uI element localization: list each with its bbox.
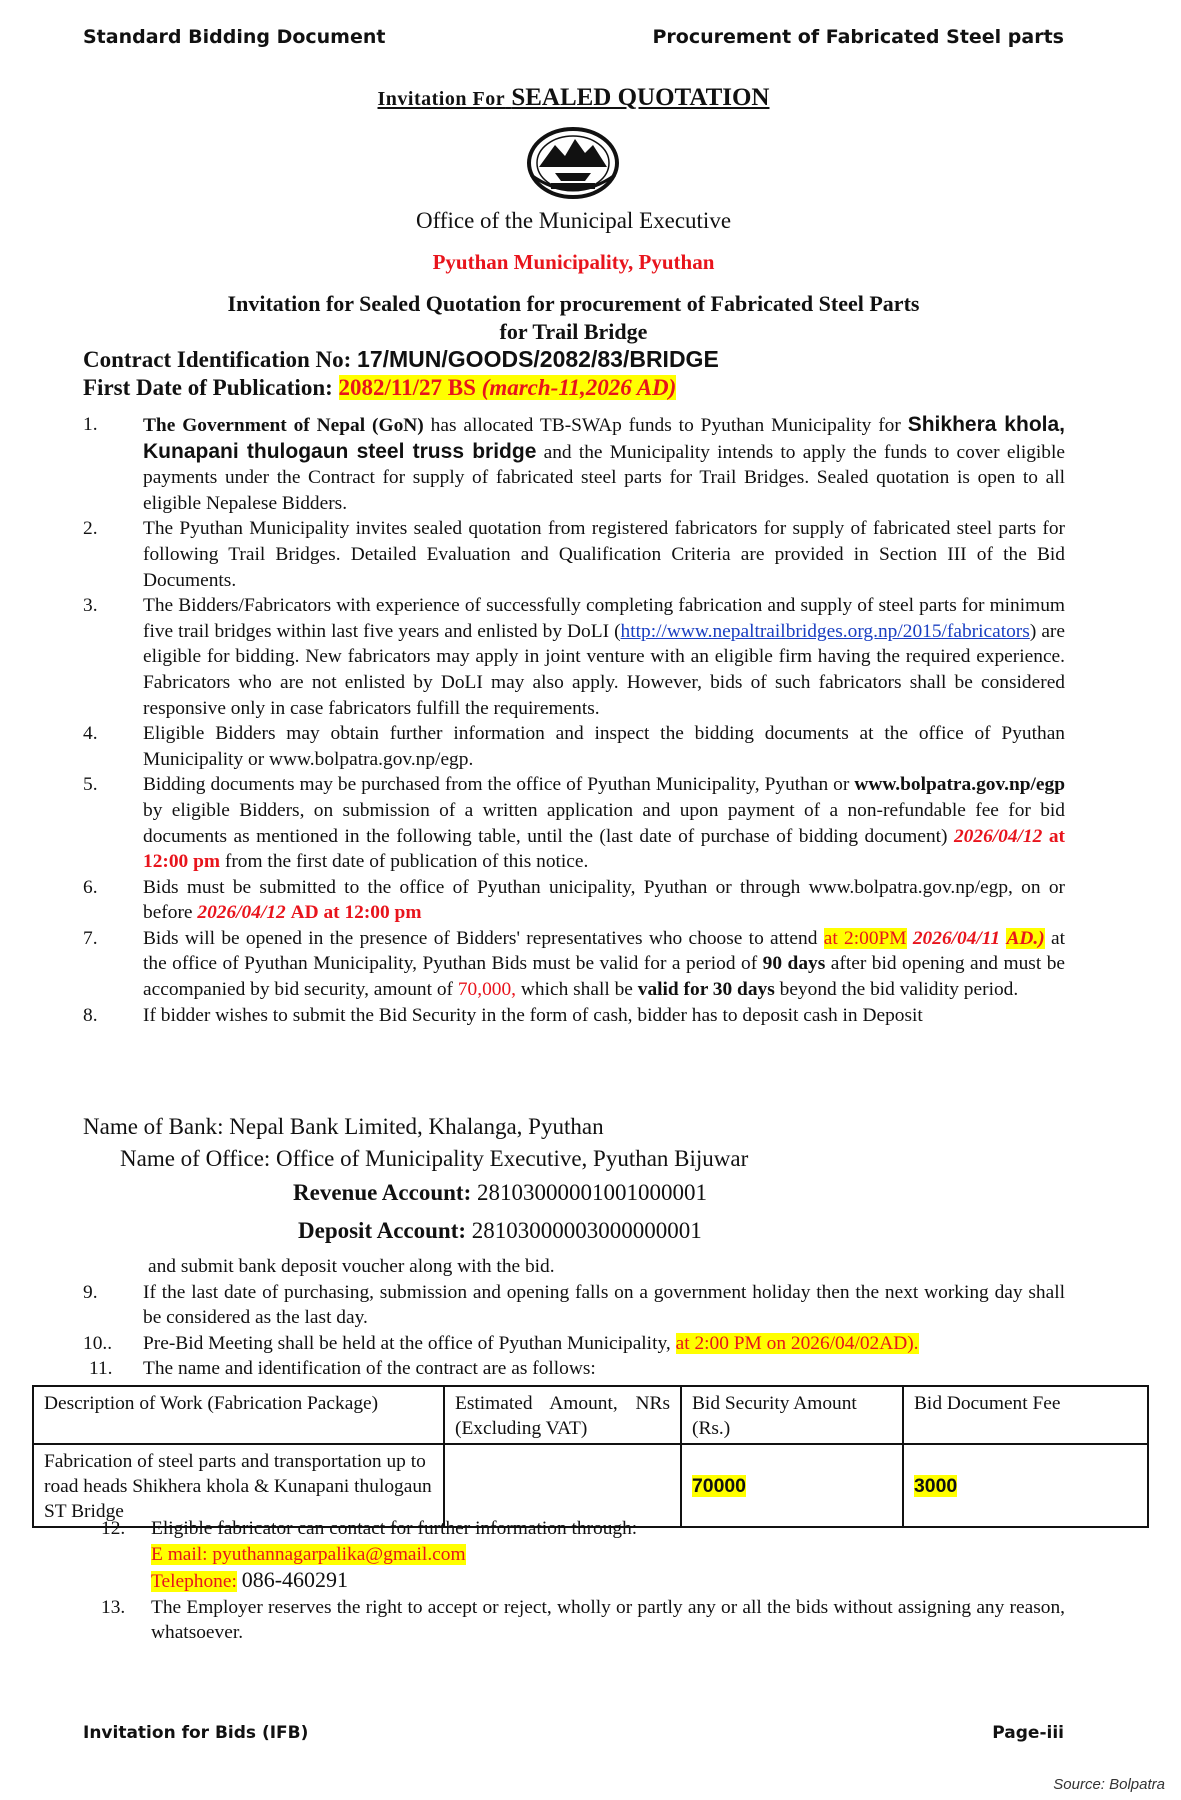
- item-number: 2.: [83, 518, 98, 540]
- header-security: Bid Security Amount (Rs.): [681, 1386, 903, 1444]
- list-item: [83, 875, 1065, 926]
- revenue-account: [293, 1180, 707, 1206]
- list-item: [83, 516, 1065, 593]
- telephone-number: 086-460291: [241, 1567, 349, 1593]
- item-number: 10..: [83, 1332, 113, 1354]
- invitation-heading-line2: for Trail Bridge: [499, 319, 648, 344]
- item-7-text-b: at the office of Pyuthan Municipality, Pyuthan Bids must be valid for a period of: [143, 927, 1066, 975]
- list-item: [83, 926, 1065, 1003]
- item-number: 7.: [83, 927, 98, 949]
- list-item: [83, 1356, 1065, 1382]
- item-5-text-c: from the first date of publication of this notice.: [224, 851, 589, 873]
- item-number: 4.: [83, 723, 98, 745]
- notice-items-final: [83, 1516, 1065, 1646]
- cell-fee: [903, 1444, 1148, 1527]
- item-5-text-a: Bidding documents may be purchased from the office of Pyuthan Municipality, Pyuthan or: [143, 774, 850, 796]
- list-item: [83, 1003, 1065, 1029]
- list-item: [83, 1280, 1065, 1331]
- item-3-text-b: ) are eligible for bidding. New fabricators may apply in joint venture with an eligible firm having the required experience. Fabricators who are not enlisted by DoLI may also apply. However, bids of such fabricators shall be considered responsive only in case fabricators fulfill the requirements.: [143, 620, 1065, 719]
- invitation-heading-line1: Invitation for Sealed Quotation for procurement of Fabricated Steel Parts: [227, 291, 920, 316]
- deposit-account-label: Deposit Account:: [298, 1218, 467, 1243]
- publication-date: [83, 375, 676, 401]
- header-left: Standard Bidding Document: [83, 26, 386, 48]
- table-row: [33, 1444, 1148, 1527]
- item-text: [143, 772, 1065, 874]
- item-text: [151, 1516, 1065, 1595]
- contract-id-value: 17/MUN/GOODS/2082/83/BRIDGE: [357, 346, 719, 372]
- item-text: [143, 1331, 1065, 1357]
- item-1-text-b: and the Municipality intends to apply the funds to cover eligible payments under the Contract for supply of fabricated steel parts for Trail Bridges. Sealed quotation is open to all eligible Nepalese Bidders.: [143, 441, 1065, 514]
- footer-right: Page-iii: [992, 1723, 1064, 1743]
- contract-id: [83, 346, 719, 373]
- contact-email[interactable]: E mail: pyuthannagarpalika@gmail.com: [151, 1543, 466, 1565]
- deposit-voucher-note: and submit bank deposit voucher along with the bid.: [148, 1256, 555, 1277]
- item-6-text-a: Bids must be submitted to the office of Pyuthan unicipality, Pyuthan or through www.bolpatra.gov.np/egp, on or before: [143, 876, 1065, 924]
- bolpatra-site: www.bolpatra.gov.np/egp: [854, 774, 1065, 796]
- revenue-account-label: Revenue Account:: [293, 1180, 472, 1205]
- item-7-text-d: which shall be: [520, 979, 633, 1001]
- list-item: [83, 412, 1065, 516]
- contract-id-label: Contract Identification No:: [83, 347, 352, 372]
- item-5-text-b: by eligible Bidders, on submission of a written application and upon payment of a non-refundable fee for bid documents as mentioned in the following table, until the (last date of purchase of bidding document): [143, 799, 1065, 847]
- revenue-account-value: 28103000001001000001: [476, 1180, 707, 1205]
- bridge-name: Shikhera khola, Kunapani thulogaun steel truss bridge: [143, 413, 1065, 463]
- header-right: Procurement of Fabricated Steel parts: [652, 26, 1064, 48]
- item-text: Eligible Bidders may obtain further information and inspect the bidding documents at the office of Pyuthan Municipality or www.bolpatra.gov.np/egp.: [143, 723, 1065, 770]
- deposit-account-value: 28103000003000000001: [471, 1218, 702, 1243]
- invitation-heading: [0, 290, 1147, 346]
- list-item: [83, 772, 1065, 874]
- deposit-account: [298, 1218, 702, 1244]
- item-7-text-c: after bid opening and must be accompanied by bid security, amount of: [143, 953, 1065, 1001]
- prebid-meeting-time: at 2:00 PM on 2026/04/02AD).: [675, 1332, 919, 1354]
- item-text: The Pyuthan Municipality invites sealed quotation from registered fabricators for supply of fabricated steel parts for following Trail Bridges. Detailed Evaluation and Qualification Criteria are provided in Section III of the Bid Documents.: [143, 518, 1065, 591]
- item-text: [143, 593, 1065, 721]
- publication-ad: (march-11,2026 AD): [481, 375, 677, 400]
- header-estimate: Estimated Amount, NRs (Excluding VAT): [444, 1386, 681, 1444]
- publication-label: First Date of Publication:: [83, 375, 333, 400]
- item-text: The Employer reserves the right to accept or reject, wholly or partly any or all the bids without assigning any reason, whatsoever.: [151, 1596, 1065, 1644]
- fee-value: 3000: [914, 1475, 958, 1497]
- purchase-date: 2026/04/12: [953, 825, 1043, 847]
- municipality-name: Pyuthan Municipality, Pyuthan: [432, 250, 715, 274]
- item-text: If the last date of purchasing, submission and opening falls on a government holiday then the next working day shall be considered as the last day.: [143, 1281, 1065, 1329]
- submission-time: AD at 12:00 pm: [290, 902, 422, 924]
- header-fee: Bid Document Fee: [903, 1386, 1148, 1444]
- office-account-name: Name of Office: Office of Municipality Executive, Pyuthan Bijuwar: [120, 1146, 749, 1171]
- source-note: Source: Bolpatra: [1053, 1776, 1165, 1793]
- title-part1: Invitation For: [377, 88, 506, 110]
- cell-security: [681, 1444, 903, 1527]
- fabricators-link[interactable]: http://www.nepaltrailbridges.org.np/2015/fabricators: [620, 620, 1030, 642]
- submission-date: 2026/04/12: [197, 902, 286, 924]
- opening-time: at 2:00PM: [823, 927, 907, 949]
- item-number: 11.: [89, 1358, 113, 1380]
- cell-estimate: [444, 1444, 681, 1527]
- item-10-text: Pre-Bid Meeting shall be held at the office of Pyuthan Municipality,: [143, 1332, 671, 1354]
- list-item: [83, 1331, 1065, 1357]
- item-text: If bidder wishes to submit the Bid Security in the form of cash, bidder has to deposit cash in Deposit: [143, 1004, 923, 1026]
- item-number: 6.: [83, 876, 98, 898]
- item-text: The name and identification of the contract are as follows:: [143, 1358, 596, 1380]
- item-text: [143, 412, 1065, 516]
- item-7-text-e: beyond the bid validity period.: [779, 979, 1019, 1001]
- cell-work: Fabrication of steel parts and transportation up to road heads Shikhera khola & Kunapani thulogaun ST Bridge: [33, 1444, 444, 1527]
- item-number: 5.: [83, 774, 98, 796]
- item-number: 12.: [101, 1518, 126, 1539]
- item-number: 9.: [83, 1281, 98, 1303]
- telephone-label: Telephone:: [151, 1571, 237, 1593]
- security-validity: valid for 30 days: [637, 979, 775, 1001]
- item-1-text-a: has allocated TB-SWAp funds to Pyuthan Municipality for: [430, 415, 901, 436]
- item-12-text: Eligible fabricator can contact for further information through:: [151, 1518, 638, 1539]
- title-part2: SEALED QUOTATION: [511, 84, 770, 111]
- list-item: [83, 1595, 1065, 1646]
- list-item: [83, 593, 1065, 721]
- office-name: Office of the Municipal Executive: [415, 208, 732, 233]
- validity-days: 90 days: [762, 953, 826, 975]
- bid-security-amount: 70,000,: [457, 979, 517, 1001]
- security-value: 70000: [692, 1475, 746, 1497]
- item-text: [143, 875, 1065, 926]
- notice-items: [83, 412, 1065, 1028]
- item-7-text-a: Bids will be opened in the presence of Bidders' representatives who choose to attend: [143, 927, 818, 949]
- list-item: [83, 721, 1065, 772]
- item-number: 3.: [83, 595, 98, 617]
- purchase-time: at 12:00 pm: [143, 825, 1065, 873]
- header-work: Description of Work (Fabrication Package): [33, 1386, 444, 1444]
- nepal-emblem-icon: [525, 123, 621, 201]
- gon-bold: The Government of Nepal (GoN): [143, 415, 424, 436]
- publication-bs: 2082/11/27 BS: [338, 375, 476, 400]
- bank-name: Name of Bank: Nepal Bank Limited, Khalanga, Pyuthan: [83, 1114, 604, 1139]
- notice-items-continued: [83, 1254, 1065, 1382]
- table-header-row: [33, 1386, 1148, 1444]
- contract-table: [32, 1385, 1149, 1528]
- opening-date: 2026/04/11: [912, 927, 1001, 949]
- footer-left: Invitation for Bids (IFB): [83, 1723, 309, 1743]
- document-title: [0, 84, 1147, 112]
- list-item: [83, 1516, 1065, 1595]
- item-3-text-a: The Bidders/Fabricators with experience of successfully completing fabrication and supply of steel parts for minimum five trail bridges within last five years and enlisted by DoLI (: [143, 595, 1065, 642]
- item-number: 13.: [101, 1596, 126, 1618]
- item-number: 1.: [83, 414, 98, 435]
- item-text: [143, 926, 1065, 1003]
- opening-ad: AD.): [1006, 927, 1045, 949]
- item-number: 8.: [83, 1004, 98, 1026]
